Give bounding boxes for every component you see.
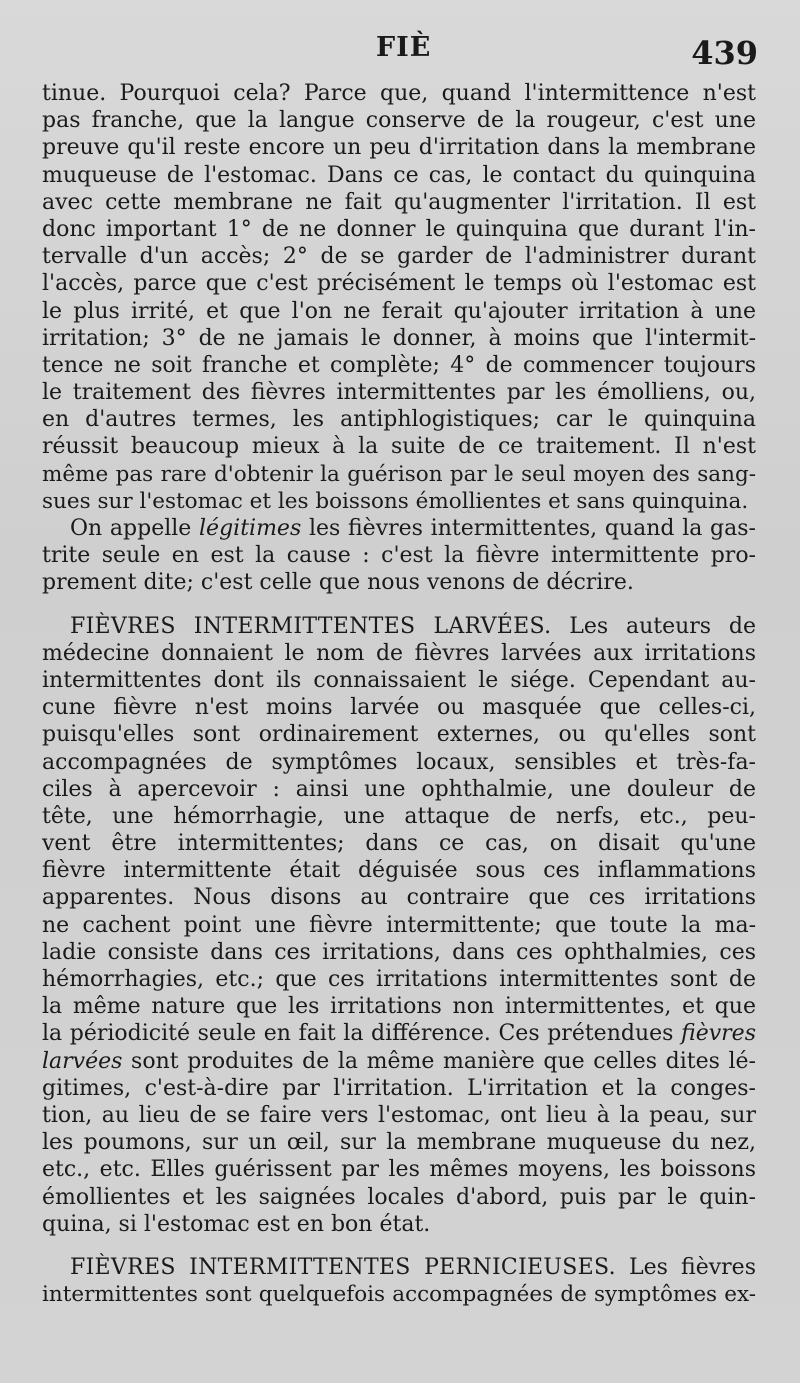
text-line	[42, 1048, 756, 1075]
paragraph-gap	[42, 597, 756, 613]
text-line: le traitement des fièvres intermittentes par les émolliens, ou,	[42, 380, 756, 406]
text-line: ladie consiste dans ces irritations, dans ces ophthalmies, ces	[42, 939, 756, 965]
text-line: prement dite; c'est celle que nous venons de décrire.	[42, 570, 634, 596]
text-line: tinue. Pourquoi cela? Parce que, quand l'intermittence n'est	[42, 81, 756, 106]
text-line: intermittentes sont quelquefois accompagnées de symptômes ex-	[42, 1282, 756, 1308]
text-line: hémorrhagies, etc.; que ces irritations intermittentes sont de	[42, 967, 756, 992]
running-head: FIÈ	[376, 32, 432, 63]
text-line: puisqu'elles sont ordinairement externes, ou qu'elles sont	[42, 722, 756, 748]
text-line: tion, au lieu de se faire vers l'estomac, ont lieu à la peau, sur	[42, 1102, 756, 1128]
italic-term: légitimes	[199, 516, 302, 541]
paragraph-gap	[42, 1238, 756, 1254]
text-line: vent être intermittentes; dans ce cas, on disait qu'une	[42, 831, 756, 857]
text-line: en d'autres termes, les antiphlogistiques; car le quinquina	[42, 407, 756, 433]
text-line: trite seule en est la cause : c'est la fièvre intermittente pro-	[42, 543, 756, 569]
text-line: pas franche, que la langue conserve de la rougeur, c'est une	[42, 108, 756, 134]
text-run: Les fièvres	[615, 1254, 756, 1280]
text-line: quina, si l'estomac est en bon état.	[42, 1211, 431, 1237]
text-line: donc important 1° de ne donner le quinquina que durant l'in-	[42, 216, 756, 242]
text-line: les poumons, sur un œil, sur la membrane muqueuse du nez,	[42, 1130, 756, 1156]
text-line: preuve qu'il reste encore un peu d'irritation dans la membrane	[42, 135, 756, 161]
text-run: sont produites de la même manière que celles dites lé-	[122, 1048, 756, 1074]
entry-fievres-pernicieuses	[42, 1254, 756, 1308]
text-run: la périodicité seule en fait la différence. Ces prétendues	[42, 1021, 682, 1047]
text-line: médecine donnaient le nom de fièvres larvées aux irritations	[42, 640, 756, 666]
text-line	[42, 1020, 756, 1047]
italic-term: fièvres	[681, 1021, 756, 1047]
entry-heading: FIÈVRES INTERMITTENTES PERNICIEUSES.	[70, 1254, 616, 1280]
paragraph-legitimes	[42, 515, 756, 597]
text-line: tête, une hémorrhagie, une attaque de nerfs, etc., peu-	[42, 803, 756, 829]
text-line: accompagnées de symptômes locaux, sensibles et très-fa-	[42, 749, 756, 775]
paragraph-continuation	[42, 80, 756, 515]
text-line: sues sur l'estomac et les boissons émollientes et sans quinquina.	[42, 488, 749, 514]
text-line: tervalle d'un accès; 2° de se garder de l'administrer durant	[42, 244, 756, 270]
italic-term: larvées	[42, 1048, 123, 1074]
text-line: tence ne soit franche et complète; 4° de commencer toujours	[42, 352, 756, 378]
text-line: gitimes, c'est-à-dire par l'irritation. L'irritation et la conges-	[42, 1075, 756, 1101]
text-line: ciles à apercevoir : ainsi une ophthalmie, une douleur de	[42, 776, 756, 802]
entry-heading: FIÈVRES INTERMITTENTES LARVÉES.	[70, 613, 552, 639]
text-line: ne cachent point une fièvre intermittente; que toute la ma-	[42, 912, 756, 938]
text-line: muqueuse de l'estomac. Dans ce cas, le contact du quinquina	[42, 162, 756, 188]
text-line: même pas rare d'obtenir la guérison par le seul moyen des sang-	[42, 461, 756, 487]
text-run: On appelle	[70, 516, 200, 541]
text-line: émollientes et les saignées locales d'abord, puis par le quin-	[42, 1184, 756, 1210]
text-line: cune fièvre n'est moins larvée ou masquée que celles-ci,	[42, 695, 756, 721]
entry-fievres-larvees	[42, 613, 756, 1238]
text-line	[42, 613, 756, 640]
text-run: les fièvres intermittentes, quand la gas-	[301, 516, 756, 541]
text-line: réussit beaucoup mieux à la suite de ce traitement. Il n'est	[42, 434, 756, 460]
text-line: irritation; 3° de ne jamais le donner, à moins que l'intermit-	[42, 325, 756, 351]
page-header	[0, 32, 800, 72]
text-line: avec cette membrane ne fait qu'augmenter l'irritation. Il est	[42, 189, 756, 215]
text-run: Les auteurs de	[551, 613, 757, 639]
text-line: le plus irrité, et que l'on ne ferait qu'ajouter irritation à une	[42, 298, 756, 324]
text-line: apparentes. Nous disons au contraire que ces irritations	[42, 885, 756, 911]
text-line	[42, 515, 756, 542]
page-body	[42, 80, 756, 1308]
text-line: intermittentes dont ils connaissaient le siége. Cependant au-	[42, 667, 756, 693]
text-line: la même nature que les irritations non intermittentes, et que	[42, 994, 756, 1020]
page-number: 439	[691, 34, 758, 72]
text-line	[42, 1254, 756, 1281]
text-line: fièvre intermittente était déguisée sous ces inflammations	[42, 858, 756, 884]
text-line: etc., etc. Elles guérissent par les mêmes moyens, les boissons	[42, 1157, 756, 1183]
text-line: l'accès, parce que c'est précisément le temps où l'estomac est	[42, 271, 756, 297]
